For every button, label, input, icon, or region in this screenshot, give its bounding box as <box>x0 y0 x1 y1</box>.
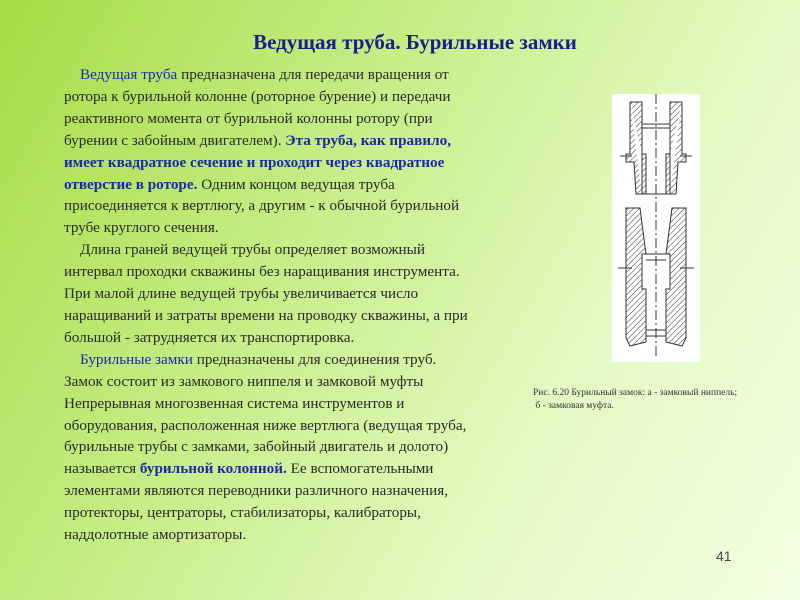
text-segment: присоединяется к вертлюгу, а другим - к обычной бурильной <box>64 197 460 215</box>
highlighted-text: Бурильные замки <box>80 350 193 368</box>
body-text <box>64 64 534 546</box>
caption-line-2: б - замковая муфта. <box>533 401 614 411</box>
page-number: 41 <box>716 548 732 564</box>
text-segment: наддолотные амортизаторы. <box>64 526 247 544</box>
text-line <box>64 502 534 524</box>
text-segment: называется <box>64 460 140 478</box>
highlighted-text: отверстие в роторе. <box>64 175 198 193</box>
text-line <box>64 305 534 327</box>
text-segment: Непрерывная многозвенная система инструментов и <box>64 394 405 412</box>
slide-title: Ведущая труба. Бурильные замки <box>253 30 577 54</box>
text-segment: реактивного момента от бурильной колонны ротору (при <box>64 109 433 127</box>
text-line <box>64 86 534 108</box>
text-segment: Ее вспомогательными <box>286 460 434 478</box>
text-line <box>64 480 534 502</box>
text-line <box>64 108 534 130</box>
text-line <box>64 524 534 546</box>
text-segment: интервал проходки скважины без наращивания инструмента. <box>64 263 460 281</box>
text-line <box>64 261 534 283</box>
text-line <box>64 64 534 86</box>
text-segment: Одним концом ведущая труба <box>197 175 395 193</box>
text-line <box>64 458 534 480</box>
text-line <box>64 217 534 239</box>
text-segment: наращиваний и затраты времени на проводку скважины, а при <box>64 306 468 324</box>
highlighted-text: Эта труба, как правило, <box>285 131 452 149</box>
text-segment: Замок состоит из замкового ниппеля и замковой муфты <box>64 372 424 390</box>
text-segment: оборудования, расположенная ниже вертлюга (ведущая труба, <box>64 416 467 434</box>
text-segment: При малой длине ведущей трубы увеличивается число <box>64 285 419 303</box>
text-segment: большой - затрудняется их транспортировка. <box>64 328 355 346</box>
text-line <box>64 195 534 217</box>
text-line <box>64 130 534 152</box>
highlighted-text: Ведущая труба <box>80 66 178 83</box>
text-line <box>64 174 534 196</box>
caption-line-1: Рис. 6.20 Бурильный замок: а - замковый ниппель; <box>533 388 738 398</box>
text-line <box>64 239 534 261</box>
text-segment: предназначена для передачи вращения от <box>177 66 449 83</box>
text-line <box>64 436 534 458</box>
text-line <box>64 415 534 437</box>
text-segment: протекторы, центраторы, стабилизаторы, калибраторы, <box>64 504 421 522</box>
text-line <box>64 327 534 349</box>
drill-lock-drawing <box>612 94 700 362</box>
highlighted-text: имеет квадратное сечение и проходит через квадратное <box>64 153 445 171</box>
text-segment: элементами являются переводники различного назначения, <box>64 482 449 500</box>
text-segment: бурильные трубы с замками, забойный двигатель и долото) <box>64 438 449 456</box>
text-line <box>64 283 534 305</box>
text-line <box>64 152 534 174</box>
text-segment: предназначены для соединения труб. <box>192 350 437 368</box>
text-line <box>64 393 534 415</box>
text-segment: ротора к бурильной колонне (роторное бурение) и передачи <box>64 87 451 105</box>
figure-caption <box>533 387 737 413</box>
highlighted-text: бурильной колонной. <box>139 460 287 478</box>
text-segment: бурении с забойным двигателем). <box>64 131 286 149</box>
text-line <box>64 371 534 393</box>
text-segment: трубе круглого сечения. <box>64 219 219 237</box>
text-line <box>64 349 534 371</box>
text-segment: Длина граней ведущей трубы определяет возможный <box>80 241 426 259</box>
